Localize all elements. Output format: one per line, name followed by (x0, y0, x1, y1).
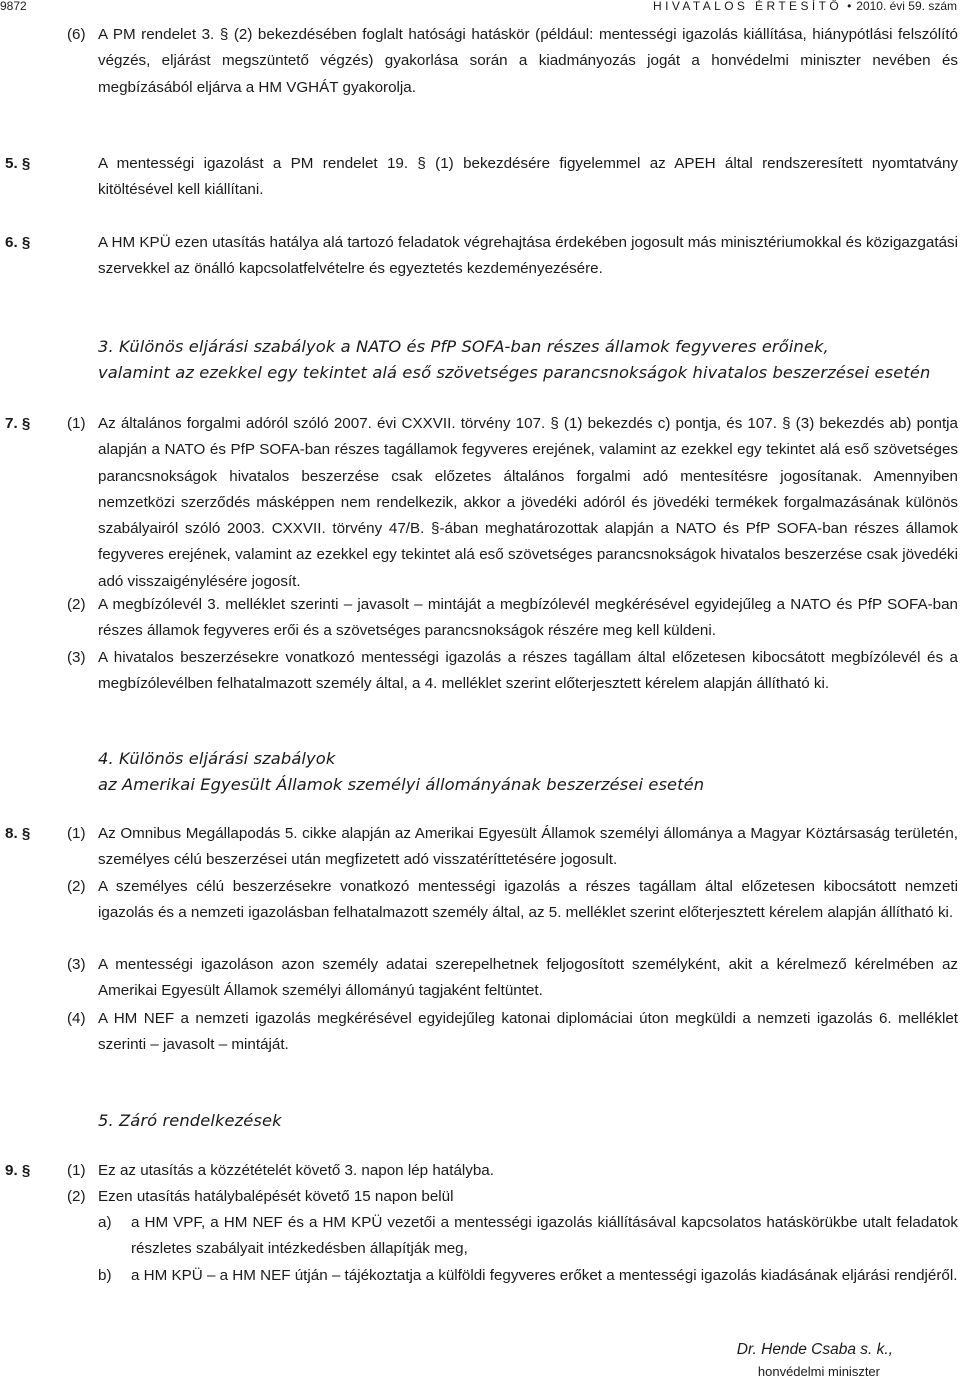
item-text: Ez az utasítás a közzétételét követő 3. napon lép hatályba. (98, 1162, 494, 1179)
signature-name: Dr. Hende Csaba s. k., (736, 1341, 893, 1358)
paragraph-text: A HM KPÜ ezen utasítás hatálya alá tartozó feladatok végrehajtása érdekében jogosult más minisztériumokkal és közigazgatási szervekkel az önálló kapcsolatfelvételre és egyeztetés kezdeményezésére. (98, 234, 958, 278)
item-text: A HM NEF a nemzeti igazolás megkérésével egyidejűleg katonai diplomáciai úton megküldi a nemzeti igazolás 6. melléklet szerinti – javasolt – mintáját. (98, 1010, 958, 1054)
paragraph-number: 8. § (5, 825, 31, 842)
paragraph-number: 6. § (5, 234, 31, 251)
paragraph-number: 5. § (5, 155, 31, 172)
paragraph-text: A mentességi igazolást a PM rendelet 19. § (1) bekezdésére figyelemmel az APEH által rendszeresített nyomtatvány kitöltésével kell kiállítani. (98, 155, 958, 199)
subitem-label: b) (98, 1267, 112, 1284)
item-text: A PM rendelet 3. § (2) bekezdésében foglalt hatósági hatáskör (például: mentességi igazolás kiállítása, hiánypótlási felszólító végzés, eljárást megszüntető végzés) gyakorlása során a kiadmányozás jogát a honvédelmi miniszter nevében és megbízásából eljárva a HM VGHÁT gyakorolja. (98, 26, 958, 96)
section-title-line: valamint az ezekkel egy tekintet alá eső szövetséges parancsnokságok hivatalos beszerzései esetén (98, 363, 931, 382)
item-label: (4) (67, 1010, 86, 1027)
subitem-label: a) (98, 1214, 112, 1231)
subitem-text: a HM KPÜ – a HM NEF útján – tájékoztatja a külföldi fegyveres erőket a mentességi igazolás kiadásának eljárási rendjéről. (131, 1267, 958, 1284)
item-label: (2) (67, 878, 86, 895)
item-label: (3) (67, 956, 86, 973)
publication-title: HIVATALOS ÉRTESÍTŐ (653, 0, 843, 13)
item-label: (1) (67, 825, 86, 842)
paragraph-number: 9. § (5, 1162, 31, 1179)
signature-title: honvédelmi miniszter (757, 1364, 880, 1379)
page-header (0, 0, 960, 14)
item-label: (1) (67, 415, 86, 432)
page-number: 9872 (0, 0, 27, 13)
item-label: (6) (67, 26, 86, 43)
item-text: A személyes célú beszerzésekre vonatkozó mentességi igazolás a részes tagállam által előzetesen kibocsátott nemzeti igazolás és a nemzeti igazolásban felhatalmazott személy által, az 5. melléklet szerint előterjesztett kérelem alapján állítható ki. (98, 878, 958, 922)
section-title-line: az Amerikai Egyesült Államok személyi állományának beszerzései esetén (98, 775, 705, 794)
section-title: 5. Záró rendelkezések (98, 1111, 282, 1130)
item-text: A mentességi igazoláson azon személy adatai szerepelhetnek feljogosított személyként, akit a kérelmező kérelmében az Amerikai Egyesült Államok személyi állományú tagjaként feltüntet. (98, 956, 958, 1000)
item-label: (2) (67, 596, 86, 613)
subitem-text: a HM VPF, a HM NEF és a HM KPÜ vezetői a mentességi igazolás kiállításával kapcsolatos hatáskörükbe utalt feladatok részletes szabályait intézkedésben állapítják meg, (131, 1214, 958, 1258)
item-text: A hivatalos beszerzésekre vonatkozó mentességi igazolás a részes tagállam által előzetesen kibocsátott megbízólevél és a megbízólevélben felhatalmazott személy által, a 4. melléklet szerint előterjesztett kérelem alapján állítható ki. (98, 649, 958, 693)
item-text: Az Omnibus Megállapodás 5. cikke alapján az Amerikai Egyesült Államok személyi állománya a Magyar Köztársaság területén, személyes célú beszerzései után megfizetett adó visszatéríttetésére jogosult. (98, 825, 958, 869)
running-head (653, 0, 957, 13)
item-text: A megbízólevél 3. melléklet szerinti – javasolt – mintáját a megbízólevél megkérésével egyidejűleg a NATO és PfP SOFA-ban részes államok fegyveres erői és a szövetséges parancsnokságok részére meg kell küldeni. (98, 596, 958, 640)
paragraph-number: 7. § (5, 415, 31, 432)
item-text: Ezen utasítás hatálybalépését követő 15 napon belül (98, 1188, 454, 1205)
issue-info: 2010. évi 59. szám (856, 0, 957, 13)
section-title-line: 4. Különös eljárási szabályok (98, 749, 336, 768)
item-text: Az általános forgalmi adóról szóló 2007. évi CXXVII. törvény 107. § (1) bekezdés c) pontja, és 107. § (3) bekezdés ab) pontja alapján a NATO és PfP SOFA-ban részes tagállamok fegyveres erejének, valamint az ezekkel egy tekintet alá eső szövetséges parancsnokságok hivatalos beszerzése csak előzetes általános forgalmi adó mentesítésre jogosítanak. Amennyiben nemzetközi szerződés másképpen nem rendelkezik, akkor a jövedéki adóról és jövedéki termékek forgalmazásának különös szabályairól szóló 2003. CXXVII. törvény 47/B. §-ában meghatározottak alapján a NATO és PfP SOFA-ban részes államok fegyveres erejének, valamint az ezekkel egy tekintet alá eső szövetséges parancsnokságok hivatalos beszerzése csak jövedéki adó visszaigénylésére jogosít. (98, 415, 958, 590)
section-title-line: 3. Különös eljárási szabályok a NATO és PfP SOFA-ban részes államok fegyveres erőinek, (98, 337, 829, 356)
item-label: (2) (67, 1188, 86, 1205)
item-label: (1) (67, 1162, 86, 1179)
bullet-separator: • (847, 0, 852, 13)
item-label: (3) (67, 649, 86, 666)
